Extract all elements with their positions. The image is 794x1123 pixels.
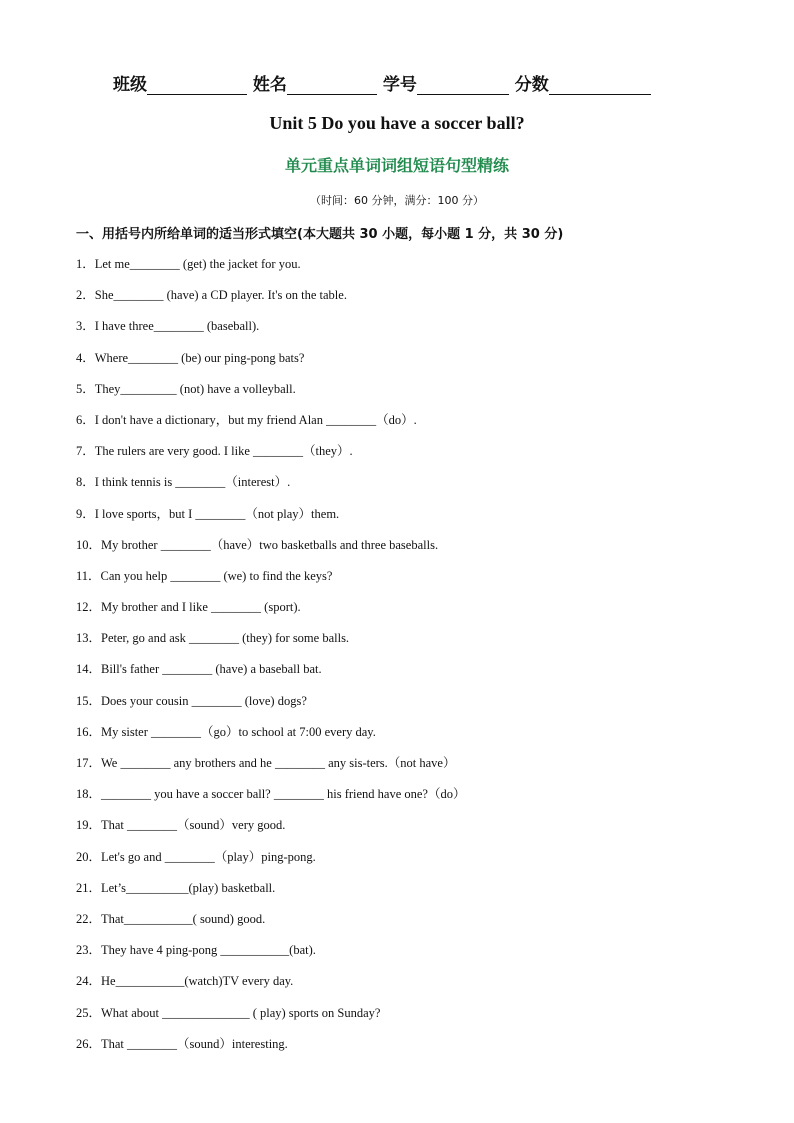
question-item: 9．I love sports，but I ________（not play）them.: [76, 506, 340, 521]
question-item: 16．My sister ________（go）to school at 7:00 every day.: [76, 724, 376, 739]
question-item: 8．I think tennis is ________（interest）.: [76, 475, 291, 490]
question-item: 1．Let me________ (get) the jacket for you.: [76, 257, 301, 271]
score-label: 分数: [514, 75, 549, 95]
name-label: 姓名: [252, 75, 287, 95]
question-item: 14．Bill's father ________ (have) a baseball bat.: [76, 662, 322, 677]
question-item: 22．That___________( sound) good.: [76, 911, 266, 926]
question-item: 19．That ________（sound）very good.: [76, 818, 286, 833]
class-blank: [147, 76, 247, 95]
unit-title: Unit 5 Do you have a soccer ball?: [269, 113, 525, 133]
question-item: 5．They_________ (not) have a volleyball.: [76, 381, 296, 396]
question-item: 17．We ________ any brothers and he ________ any sis-ters.（not have）: [76, 756, 456, 770]
time-and-score-note: （时间：60 分钟，满分：100 分）: [310, 194, 484, 207]
question-item: 24．He___________(watch)TV every day.: [76, 974, 294, 989]
question-item: 2．She________ (have) a CD player. It's on the table.: [76, 288, 347, 303]
question-item: 23．They have 4 ping-pong ___________(bat).: [76, 943, 316, 958]
name-blank: [287, 76, 377, 95]
question-item: 25．What about ______________ ( play) sports on Sunday?: [76, 1005, 381, 1020]
number-label: 学号: [382, 75, 417, 95]
student-info-line: [113, 70, 651, 95]
question-item: 6．I don't have a dictionary，but my friend Alan ________（do）.: [76, 412, 417, 427]
question-item: 18．________ you have a soccer ball? ________ his friend have one?（do）: [76, 787, 466, 802]
question-item: 11．Can you help ________ (we) to find the keys?: [76, 568, 333, 583]
question-item: 26．That ________（sound）interesting.: [76, 1036, 288, 1051]
question-item: 10．My brother ________（have）two basketballs and three baseballs.: [76, 537, 439, 552]
question-item: 13．Peter, go and ask ________ (they) for some balls.: [76, 631, 350, 646]
section-heading: 一、用括号内所给单词的适当形式填空(本大题共 30 小题，每小题 1 分，共 30 分): [76, 227, 564, 242]
worksheet-subtitle: 单元重点单词词组短语句型精练: [284, 156, 509, 175]
question-item: 20．Let's go and ________（play）ping-pong.: [76, 849, 316, 864]
question-item: 21．Let’s__________(play) basketball.: [76, 880, 276, 895]
question-item: 7．The rulers are very good. I like ________（they）.: [76, 444, 353, 459]
question-list: [76, 256, 465, 1067]
question-item: 12．My brother and I like ________ (sport).: [76, 600, 301, 615]
question-item: 3．I have three________ (baseball).: [76, 319, 260, 334]
question-item: 4．Where________ (be) our ping-pong bats?: [76, 350, 305, 365]
class-label: 班级: [113, 75, 147, 95]
score-blank: [549, 76, 651, 95]
question-item: 15．Does your cousin ________ (love) dogs?: [76, 693, 307, 708]
number-blank: [417, 76, 509, 95]
